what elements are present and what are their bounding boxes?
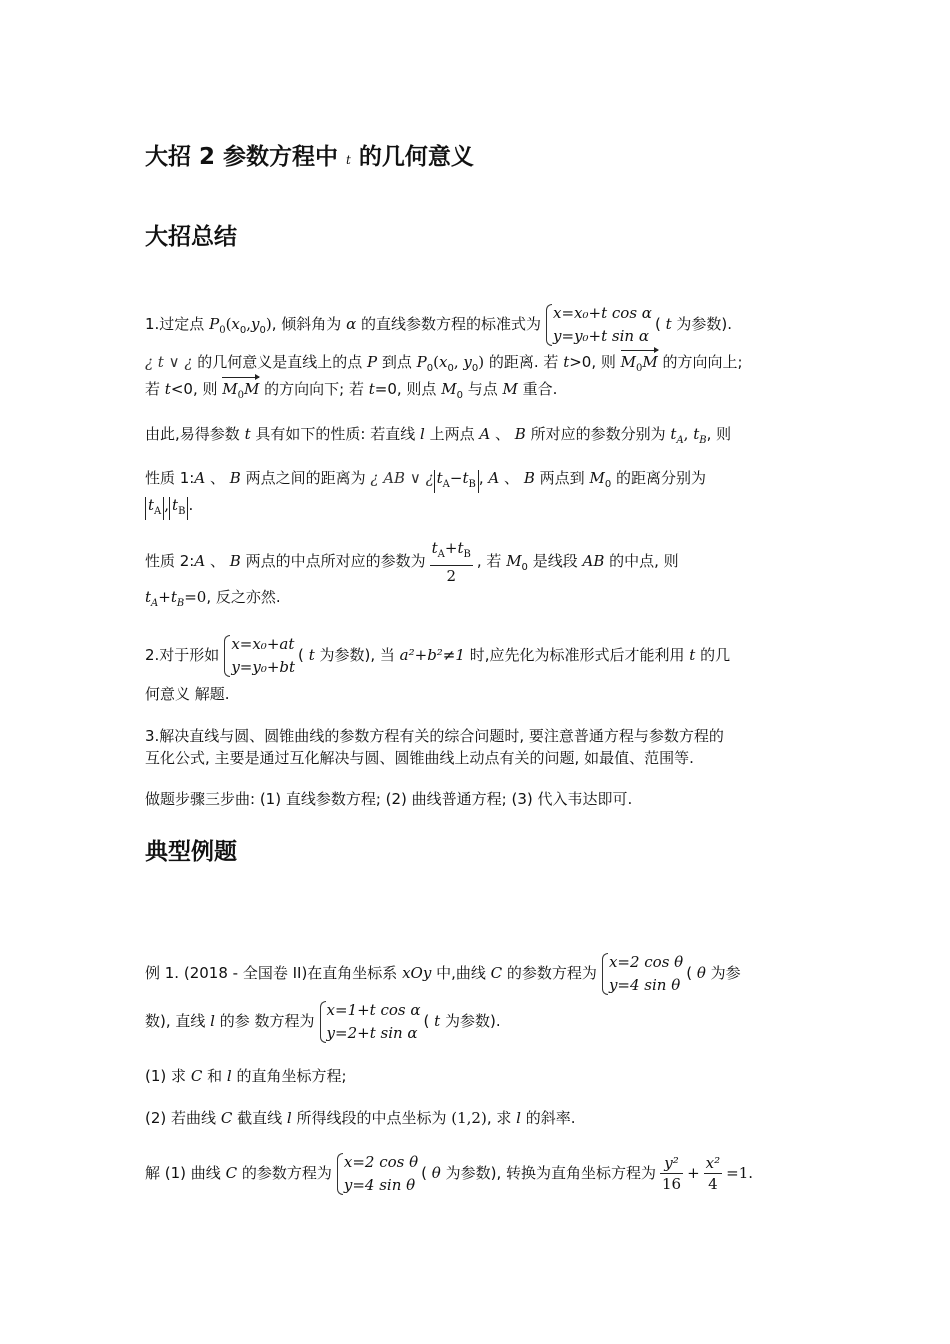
- page-title: 大招 2 参数方程中 t 的几何意义: [145, 144, 474, 170]
- curve-parametric-system: x=2 cos θ y=4 sin θ: [600, 951, 683, 997]
- paragraph-1-line-1: 1.过定点 $P_0(x_0,y_0)$, 倾斜角为 α 的直线参数方程的标准式为 x=x₀+t cos α y=y₀+t sin α ( t 为参数).: [145, 297, 810, 351]
- curve-parametric-system-solution: x=2 cos θ y=4 sin θ: [335, 1151, 418, 1197]
- question-2: (2) 若曲线 C 截直线 l 所得线段的中点坐标为 (1,2), 求 l 的斜率.: [145, 1109, 576, 1127]
- line-parametric-system-example: x=1+t cos α y=2+t sin α: [318, 999, 421, 1045]
- paragraph-1-line-3: 若 t<0, 则 $M_0M$ 的方向向下; 若 t=0, 则点 $M_0$ 与点 M 重合.: [145, 378, 810, 407]
- property-2-line-1: 性质 2:A 、 B 两点的中点所对应的参数为 $\frac{t_A+t_B}{2}$ , 若 $M_0$ 是线段 AB 的中点, 则: [145, 538, 679, 585]
- vector-m0m: $M_0M$: [222, 378, 259, 407]
- property-2-line-2: $t_A+t_B=0$, 反之亦然.: [145, 588, 281, 609]
- fraction-y2-16: $\frac{\text{y²}}{16}$: [661, 1154, 682, 1193]
- paragraph-4-line-2: 互化公式, 主要是通过互化解决与圆、圆锥曲线上动点有关的问题, 如最值、范围等.: [145, 749, 694, 767]
- question-1: (1) 求 C 和 l 的直角坐标方程;: [145, 1067, 347, 1085]
- paragraph-5: 做题步骤三步曲: (1) 直线参数方程; (2) 曲线普通方程; (3) 代入韦达即可.: [145, 790, 633, 808]
- example-1-line-1: 例 1. (2018 - 全国卷 II)在直角坐标系 xOy 中,曲线 C 的参数方程为 x=2 cos θ y=4 sin θ ( θ 为参: [145, 946, 810, 1000]
- section-heading-summary: 大招总结: [145, 224, 237, 250]
- section-heading-examples: 典型例题: [145, 839, 237, 865]
- property-1-line-1: 性质 1:A 、 B 两点之间的距离为 ¿ AB ∨ ¿ $t_A-t_B$ , A 、 B 两点到 $M_0$ 的距离分别为: [145, 467, 810, 496]
- vector-m0m: $M_0M$: [621, 351, 658, 380]
- paragraph-4-line-1: 3.解决直线与圆、圆锥曲线的参数方程有关的综合问题时, 要注意普通方程与参数方程的: [145, 727, 724, 745]
- paragraph-3-line-1: 2.对于形如 x=x₀+at y=y₀+bt ( t 为参数), 当 a²+b²≠1 时,应先化为标准形式后才能利用 t 的几: [145, 628, 810, 682]
- property-1-line-2: $t_A$ , $t_B$ .: [145, 494, 810, 520]
- paragraph-1-line-2: ¿ t ∨ ¿ 的几何意义是直线上的点 P 到点 $P_0(x_0$, $y_0$) 的距离. 若 t>0, 则 $M_0M$ 的方向向上;: [145, 351, 810, 380]
- example-1-line-2: 数), 直线 l 的参 数方程为 x=1+t cos α y=2+t sin α ( t 为参数).: [145, 994, 810, 1048]
- line-parametric-system: x=x₀+t cos α y=y₀+t sin α: [544, 302, 652, 348]
- general-line-system: x=x₀+at y=y₀+bt: [222, 633, 295, 679]
- paragraph-2: 由此,易得参数 t 具有如下的性质: 若直线 l 上两点 A 、 B 所对应的参数分别为 $t_A$, $t_B$, 则: [145, 425, 732, 446]
- paragraph-3-line-2: 何意义 解题.: [145, 685, 230, 703]
- midpoint-fraction: $\frac{t_A+t_B}{2}$: [431, 538, 471, 585]
- abs-ta-minus-tb: $t_A-t_B$: [434, 470, 479, 493]
- fraction-x2-4: $\frac{\text{x²}}{4}$: [705, 1154, 721, 1193]
- solution-line-1: 解 (1) 曲线 C 的参数方程为 x=2 cos θ y=4 sin θ ( θ 为参数), 转换为直角坐标方程为 $\frac{\text{y²}}{16}$ + $\frac{\text{x²}}{4}$ =1.: [145, 1146, 810, 1200]
